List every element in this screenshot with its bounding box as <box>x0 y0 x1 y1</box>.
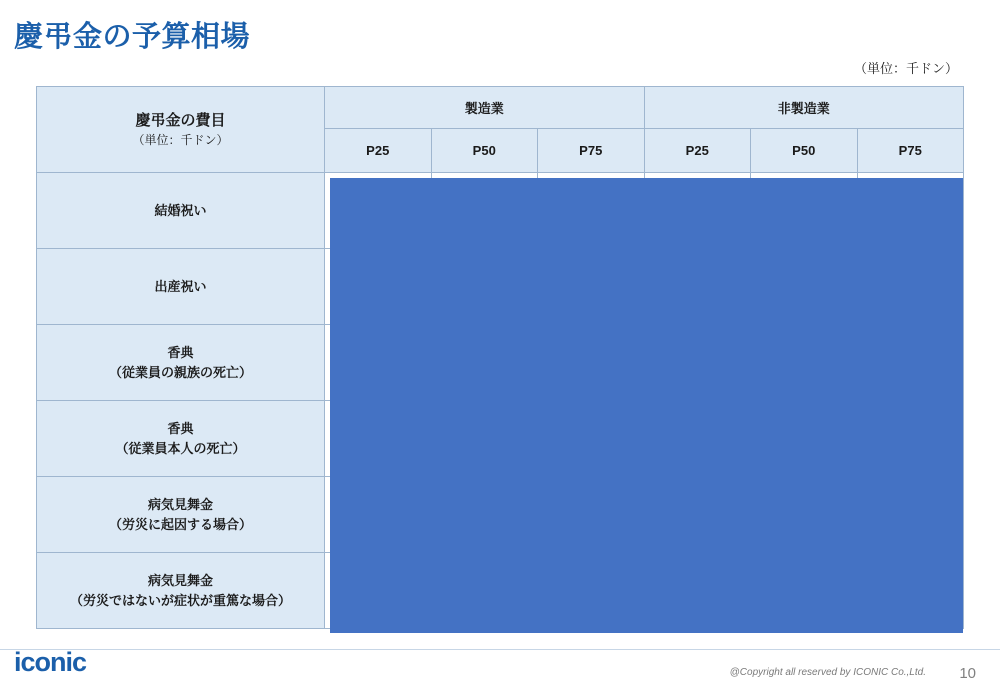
column-header-nonmfg-p25: P25 <box>644 129 751 173</box>
column-header-mfg-p75: P75 <box>538 129 645 173</box>
data-redaction-overlay <box>330 178 963 633</box>
corner-header-cell <box>37 87 325 173</box>
row-header-line: 病気見舞金 <box>147 497 213 512</box>
corner-header-main: 慶弔金の費目 <box>135 112 226 129</box>
row-header-sickness-work-related <box>37 477 325 553</box>
row-header-childbirth-gift <box>37 249 325 325</box>
column-header-nonmfg-p50: P50 <box>751 129 858 173</box>
row-header-line: 香典 <box>167 345 194 360</box>
table-header <box>37 87 964 173</box>
row-header-line: （従業員本人の死亡） <box>115 440 246 456</box>
corner-header-sub: （単位：千ドン） <box>132 133 229 147</box>
company-logo: iconic <box>14 647 87 677</box>
group-header-non-manufacturing: 非製造業 <box>644 87 964 129</box>
column-header-mfg-p25: P25 <box>325 129 432 173</box>
row-header-line: 病気見舞金 <box>147 573 213 588</box>
page-title: 慶弔金の予算相場 <box>14 21 251 53</box>
row-header-line: （従業員の親族の死亡） <box>108 364 252 380</box>
copyright-text: @Copyright all reserved by ICONIC Co.,Ltd. <box>729 667 926 678</box>
footer-divider <box>0 649 1000 650</box>
table-header-row-groups <box>37 87 964 129</box>
row-header-wedding-gift <box>37 173 325 249</box>
page-number: 10 <box>959 665 976 682</box>
column-header-mfg-p50: P50 <box>431 129 538 173</box>
row-header-line: 香典 <box>167 421 194 436</box>
row-header-condolence-family <box>37 325 325 401</box>
row-header-line: （労災ではないが症状が重篤な場合） <box>69 592 291 608</box>
column-header-nonmfg-p75: P75 <box>857 129 964 173</box>
row-header-line: 結婚祝い <box>154 202 207 218</box>
unit-note: （単位：千ドン） <box>853 61 958 76</box>
group-header-manufacturing: 製造業 <box>325 87 645 129</box>
row-header-line: （労災に起因する場合） <box>108 516 252 532</box>
row-header-line: 出産祝い <box>154 278 207 294</box>
row-header-sickness-severe <box>37 553 325 629</box>
row-header-condolence-employee <box>37 401 325 477</box>
